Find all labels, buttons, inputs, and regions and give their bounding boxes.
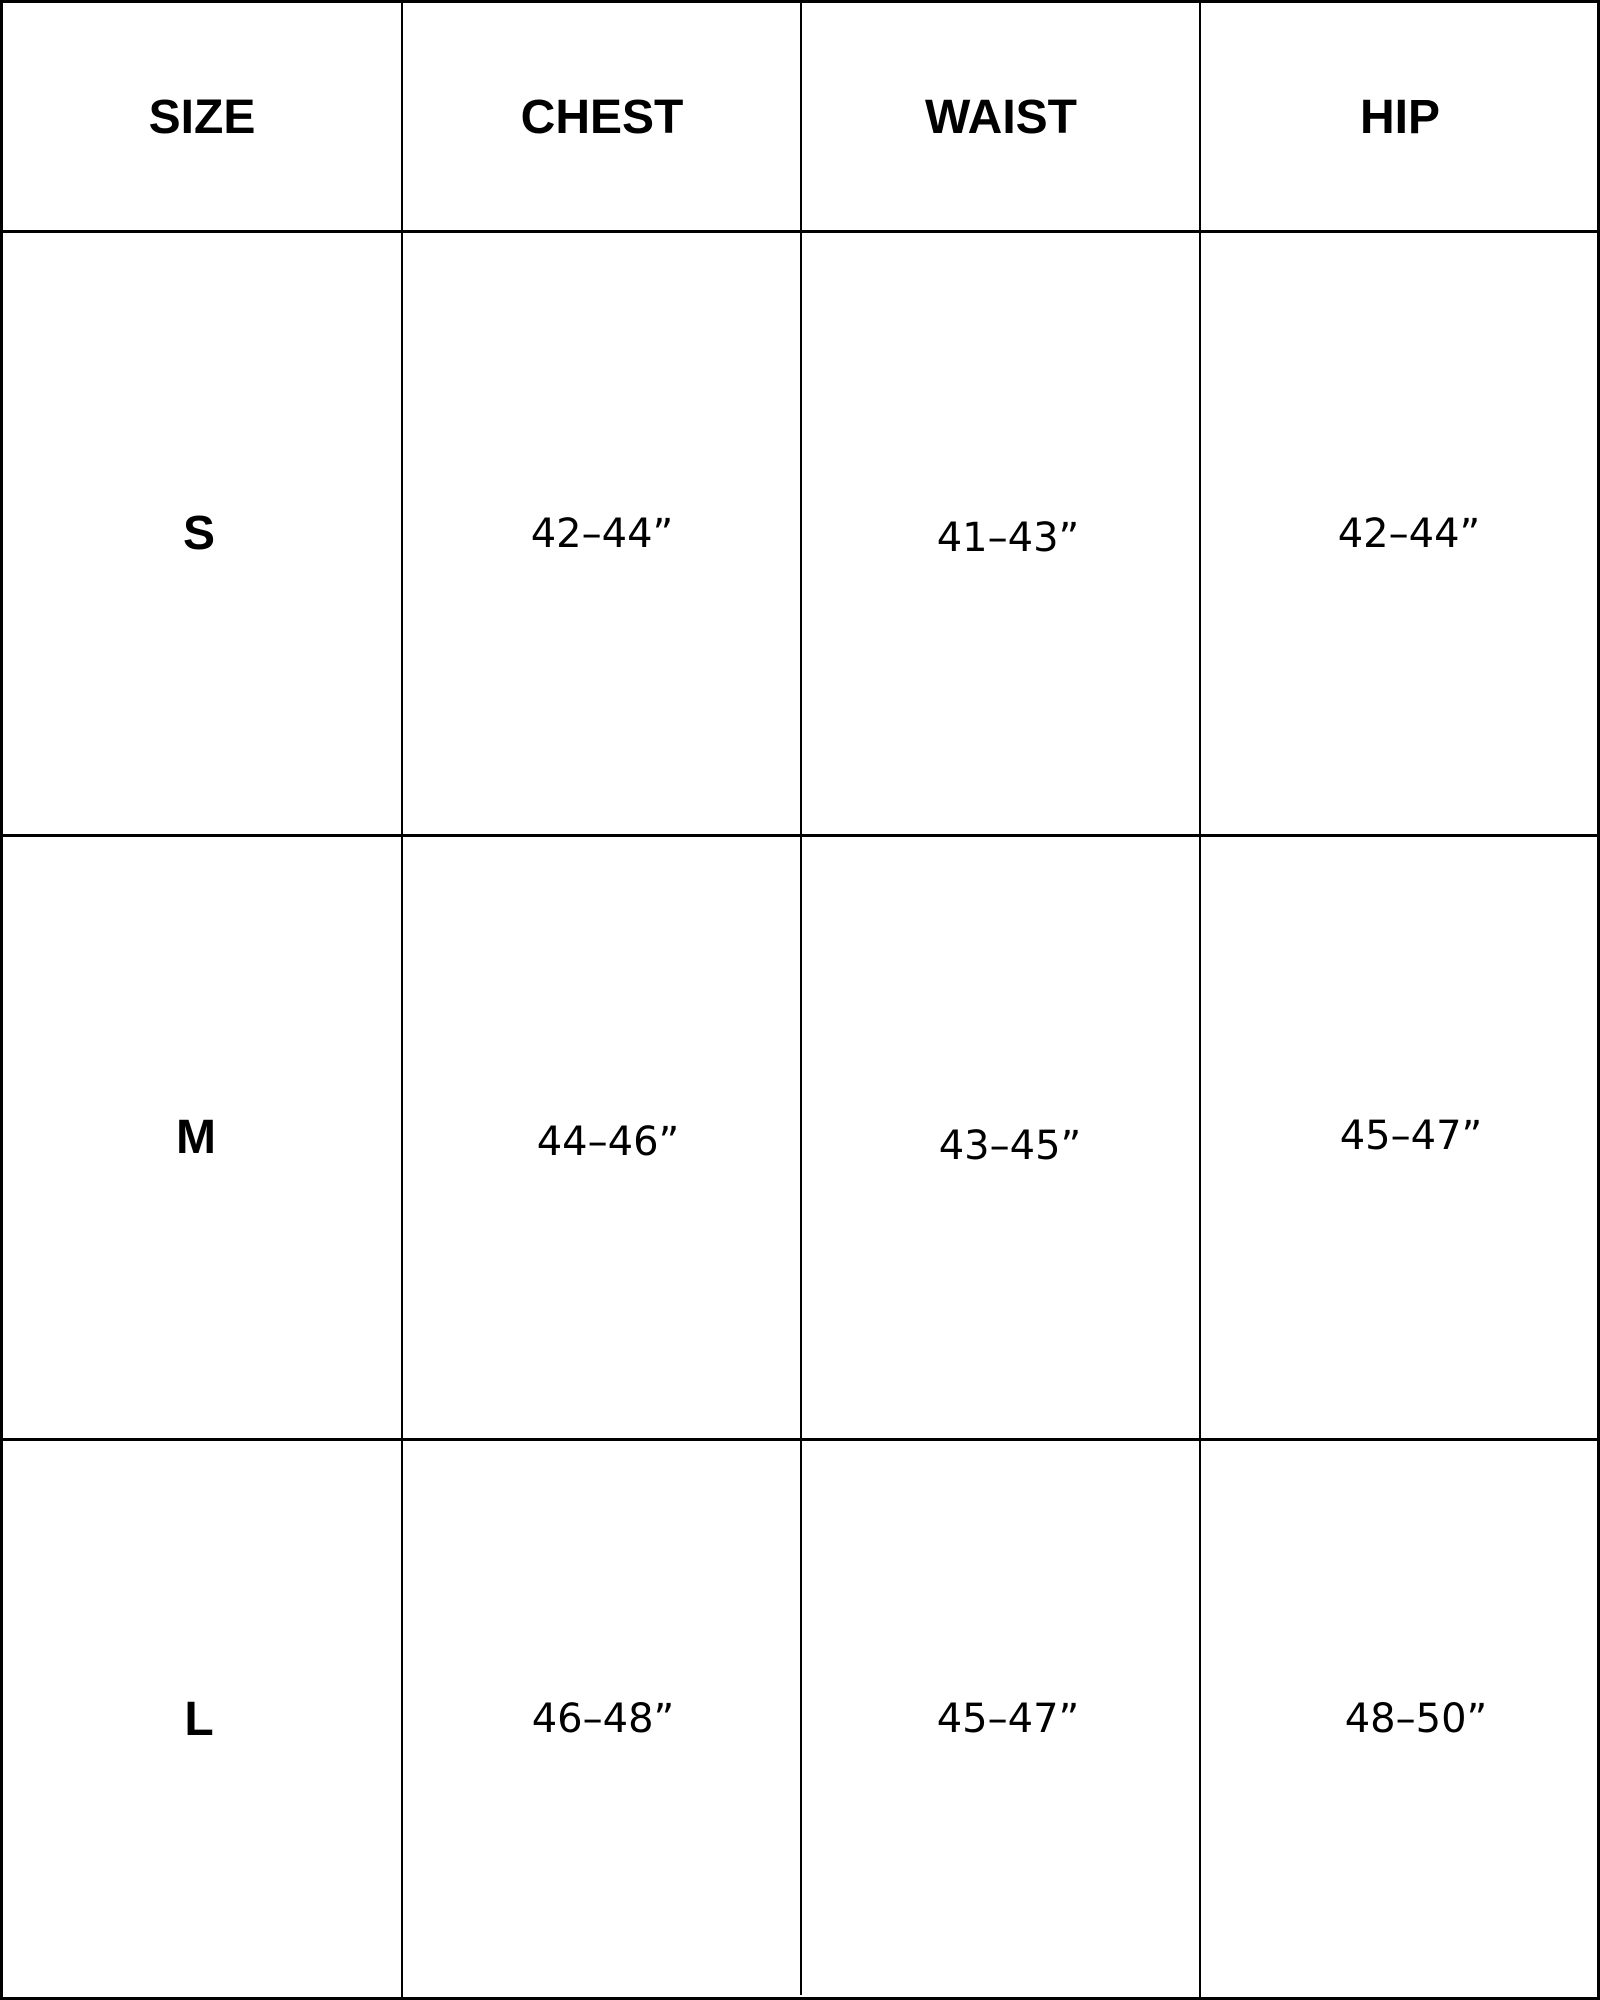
header-waist: WAIST bbox=[925, 90, 1077, 144]
size-label-s: S bbox=[182, 507, 215, 560]
hip-m: 45–47” bbox=[1339, 1112, 1483, 1159]
header-chest: CHEST bbox=[520, 90, 684, 144]
header-hip: HIP bbox=[1359, 90, 1440, 144]
hip-s: 42–44” bbox=[1337, 510, 1481, 557]
header-size: SIZE bbox=[148, 90, 256, 144]
size-label-m: M bbox=[176, 1111, 216, 1164]
waist-m: 43–45” bbox=[938, 1122, 1082, 1169]
waist-s: 41–43” bbox=[936, 514, 1080, 561]
chest-s: 42–44” bbox=[530, 510, 674, 557]
hip-l: 48–50” bbox=[1344, 1696, 1488, 1742]
chest-m: 44–46” bbox=[536, 1118, 680, 1165]
waist-l: 45–47” bbox=[936, 1696, 1080, 1742]
chest-l: 46–48” bbox=[531, 1696, 675, 1742]
size-label-l: L bbox=[184, 1692, 214, 1746]
